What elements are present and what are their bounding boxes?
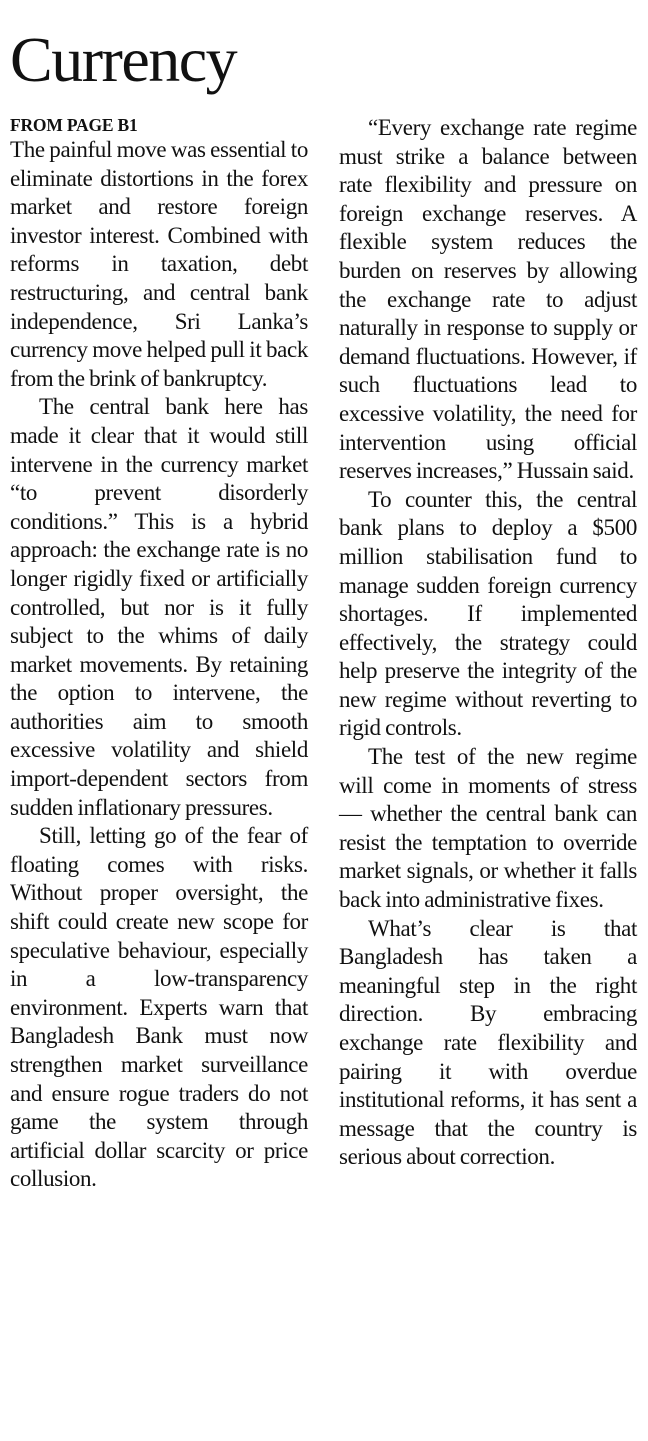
right-paragraph-1: “Every exchange rate regime must strike a balance between rate flexibility and pressure on foreign exchange reserves. A flexible system reduces the burden on reserves by allowing the exchange rate to adjust naturally in response to supply or demand fluctuations. However, if such fluctuations lead to excessive volatility, the need for intervention using official reserves increases,” Hussain said. xyxy=(339,115,637,484)
left-paragraph-1: The painful move was essential to eliminate distortions in the forex market and restore foreign investor interest. Combined with reforms in taxation, debt restructuring, and central bank independence, Sri Lanka’s currency move helped pull it back from the brink of bankruptcy. xyxy=(10,137,308,391)
right-paragraph-2: To counter this, the central bank plans to deploy a $500 million stabilisation fund to manage sudden foreign currency shortages. If implemented effectively, the strategy could help preserve the integrity of the new regime without reverting to rigid controls. xyxy=(339,486,637,741)
headline: Currency xyxy=(10,24,237,95)
left-paragraph-3: Still, letting go of the fear of floating comes with risks. Without proper oversight, the shift could create new scope for speculative behaviour, especially in a low-transparency environment. Experts warn that Bangladesh Bank must now strengthen market surveillance and ensure rogue traders do not game the system through artificial dollar scarcity or price collusion. xyxy=(10,823,308,1192)
left-paragraph-2: The central bank here has made it clear that it would still intervene in the currency market “to prevent disorderly conditions.” This is a hybrid approach: the exchange rate is no longer rigidly fixed or artificially controlled, but nor is it fully subject to the whims of daily market movements. By retaining the option to intervene, the authorities aim to smooth excessive volatility and shield import-dependent sectors from sudden inflationary pressures. xyxy=(10,394,308,820)
right-paragraph-4: What’s clear is that Bangladesh has taken a meaningful step in the right direction. By embracing exchange rate flexibility and pairing it with overdue institutional reforms, it has sent a message that the country is serious about correction. xyxy=(339,915,637,1170)
right-paragraph-3: The test of the new regime will come in moments of stress — whether the central bank can resist the temptation to override market signals, or whether it falls back into administrative fixes. xyxy=(339,744,637,913)
right-column xyxy=(339,114,637,1172)
continuation-kicker: FROM PAGE B1 xyxy=(10,115,138,135)
left-column xyxy=(10,114,308,1194)
